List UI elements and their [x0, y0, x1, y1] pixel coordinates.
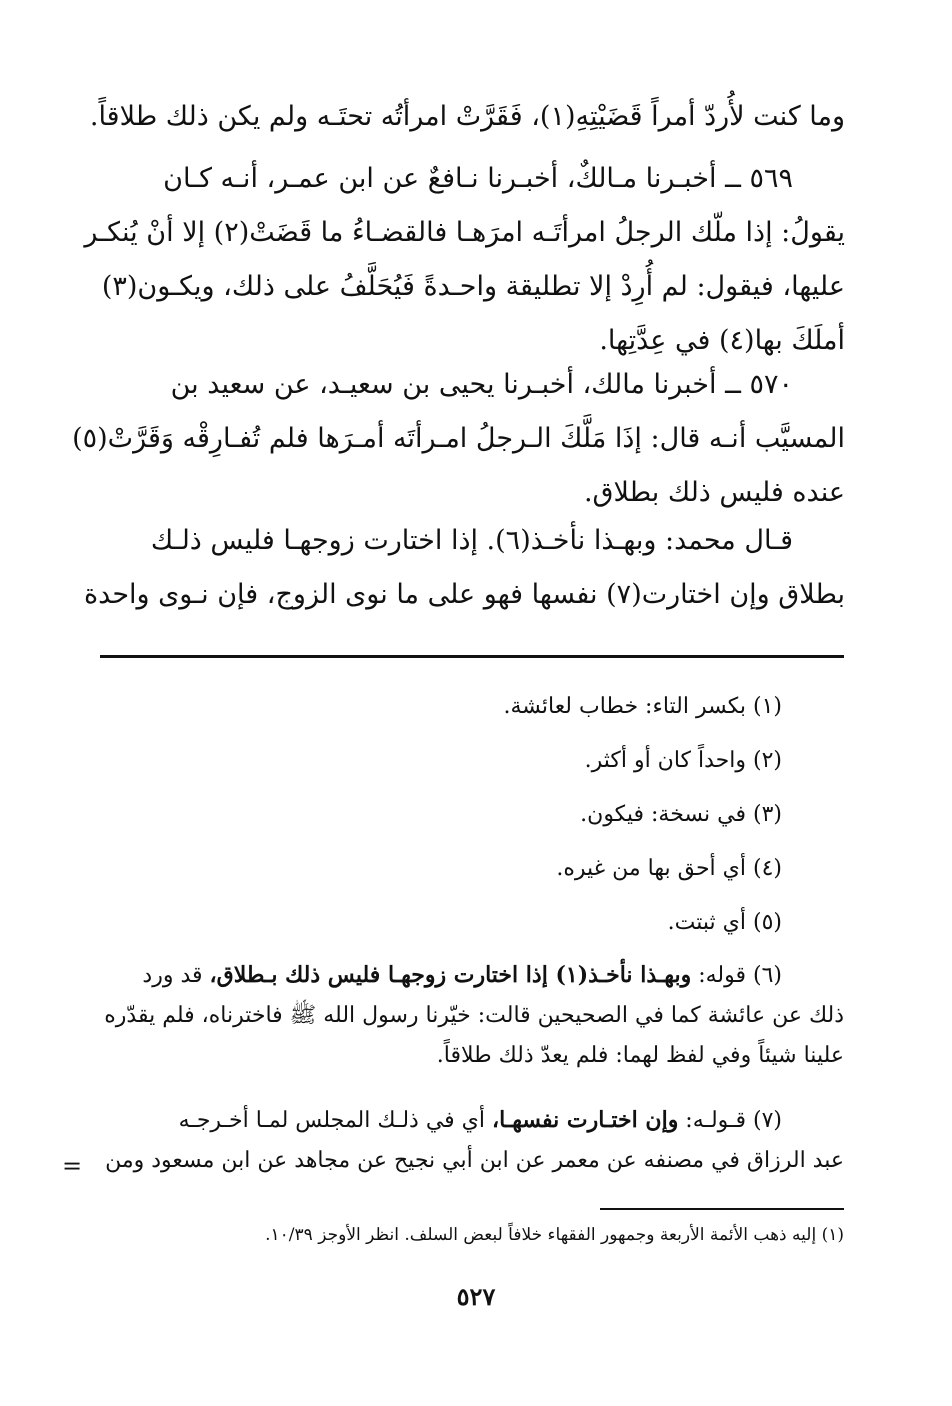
hadith-570 [72, 358, 845, 520]
footnote-7-line-2: عبد الرزاق في مصنفه عن معمر عن ابن أبي نجيح عن مجاهد عن ابن مسعود ومن [105, 1148, 844, 1173]
footnote-7-quote: وإن اختـارت نفسهـا، [492, 1107, 679, 1133]
footnote-6-line-2: ذلك عن عائشة كما في الصحيحين قالت: خيّرنا رسول الله ﷺ فاخترناه، فلم يقدّره [104, 1003, 844, 1028]
text-line-5: أملَكَ بها(٤) في عِدَّتِها. [599, 325, 845, 356]
footnote-7-line-1 [100, 1100, 844, 1141]
subnote: (١) إليه ذهب الأئمة الأربعة وجمهور الفقهاء خلافاً لبعض السلف. انظر الأوجز ١٠/٣٩. [265, 1225, 844, 1245]
muhammad-comment [84, 514, 845, 622]
footnotes-list [100, 680, 844, 950]
footnote-4: (٤) أي أحق بها من غيره. [556, 856, 782, 881]
hadith-569 [84, 152, 845, 368]
footnote-6-quote: وبهـذا نأخـذ(١) إذا اختارت زوجهـا فليس ذلك بـطلاق، [209, 962, 692, 988]
text-line-7: المسيَّب أنـه قال: إذَا مَلَّكَ الـرجلُ امـرأتَه أمـرَها فلم تُفـارِقْه وَقَرَّتْ(٥) [72, 423, 845, 454]
footnote-7 [100, 1100, 844, 1181]
footnote-7-rest: أي في ذلـك المجلس لمـا أخـرجـه [178, 1108, 492, 1133]
text-line-3: يقولُ: إذا ملّك الرجلُ امرأتَـه امرَهـا فالقضـاءُ ما قَضَتْ(٢) إلا أنْ يُنكـر [84, 217, 845, 248]
footnote-5: (٥) أي ثبتت. [667, 910, 782, 935]
continuation-mark: = [62, 1152, 83, 1180]
footnote-separator [100, 655, 844, 658]
footnote-2: (٢) واحداً كان أو أكثر. [584, 748, 782, 773]
text-line-9: قـال محمد: وبهـذا نأخـذ(٦). إذا اختارت زوجهـا فليس ذلـك [150, 525, 793, 556]
footnote-6 [100, 955, 844, 1076]
text-line-2: ٥٦٩ ــ أخبـرنا مـالكٌ، أخبـرنا نـافعٌ عن ابن عمـر، أنـه كـان [163, 163, 793, 194]
subnote-separator [600, 1208, 844, 1210]
text-line-8: عنده فليس ذلك بطلاق. [583, 477, 845, 508]
footnote-6-rest: قد ورد [142, 963, 210, 988]
text-line-10: بطلاق وإن اختارت(٧) نفسها فهو على ما نوى الزوج، فإن نـوى واحدة [84, 579, 845, 610]
footnote-3: (٣) في نسخة: فيكون. [580, 802, 782, 827]
footnote-6-line-1 [100, 955, 844, 996]
footnote-6-line-3: علينا شيئاً وفي لفظ لهما: فلم يعدّ ذلك طلاقاً. [436, 1043, 844, 1068]
footnote-1: (١) بكسر التاء: خطاب لعائشة. [503, 694, 782, 719]
text-line-1: وما كنت لأُردّ أمراً قَضَيْتِهِ(١)، فَقَرَّتْ امرأتُه تحتَـه ولم يكن ذلك طلاقاً. [89, 101, 845, 132]
text-line-6: ٥٧٠ ــ أخبرنا مالك، أخبـرنا يحيى بن سعيـد، عن سعيد بن [170, 369, 793, 400]
text-line-4: عليها، فيقول: لم أُرِدْ إلا تطليقة واحـدةً فَيُحَلَّفُ على ذلك، ويكـون(٣) [101, 271, 845, 302]
footnote-7-prefix: (٧) قـولـه: [678, 1108, 782, 1133]
footnote-6-prefix: (٦) قوله: [691, 963, 782, 988]
page-number: ٥٢٧ [456, 1282, 496, 1311]
main-text [89, 90, 845, 144]
